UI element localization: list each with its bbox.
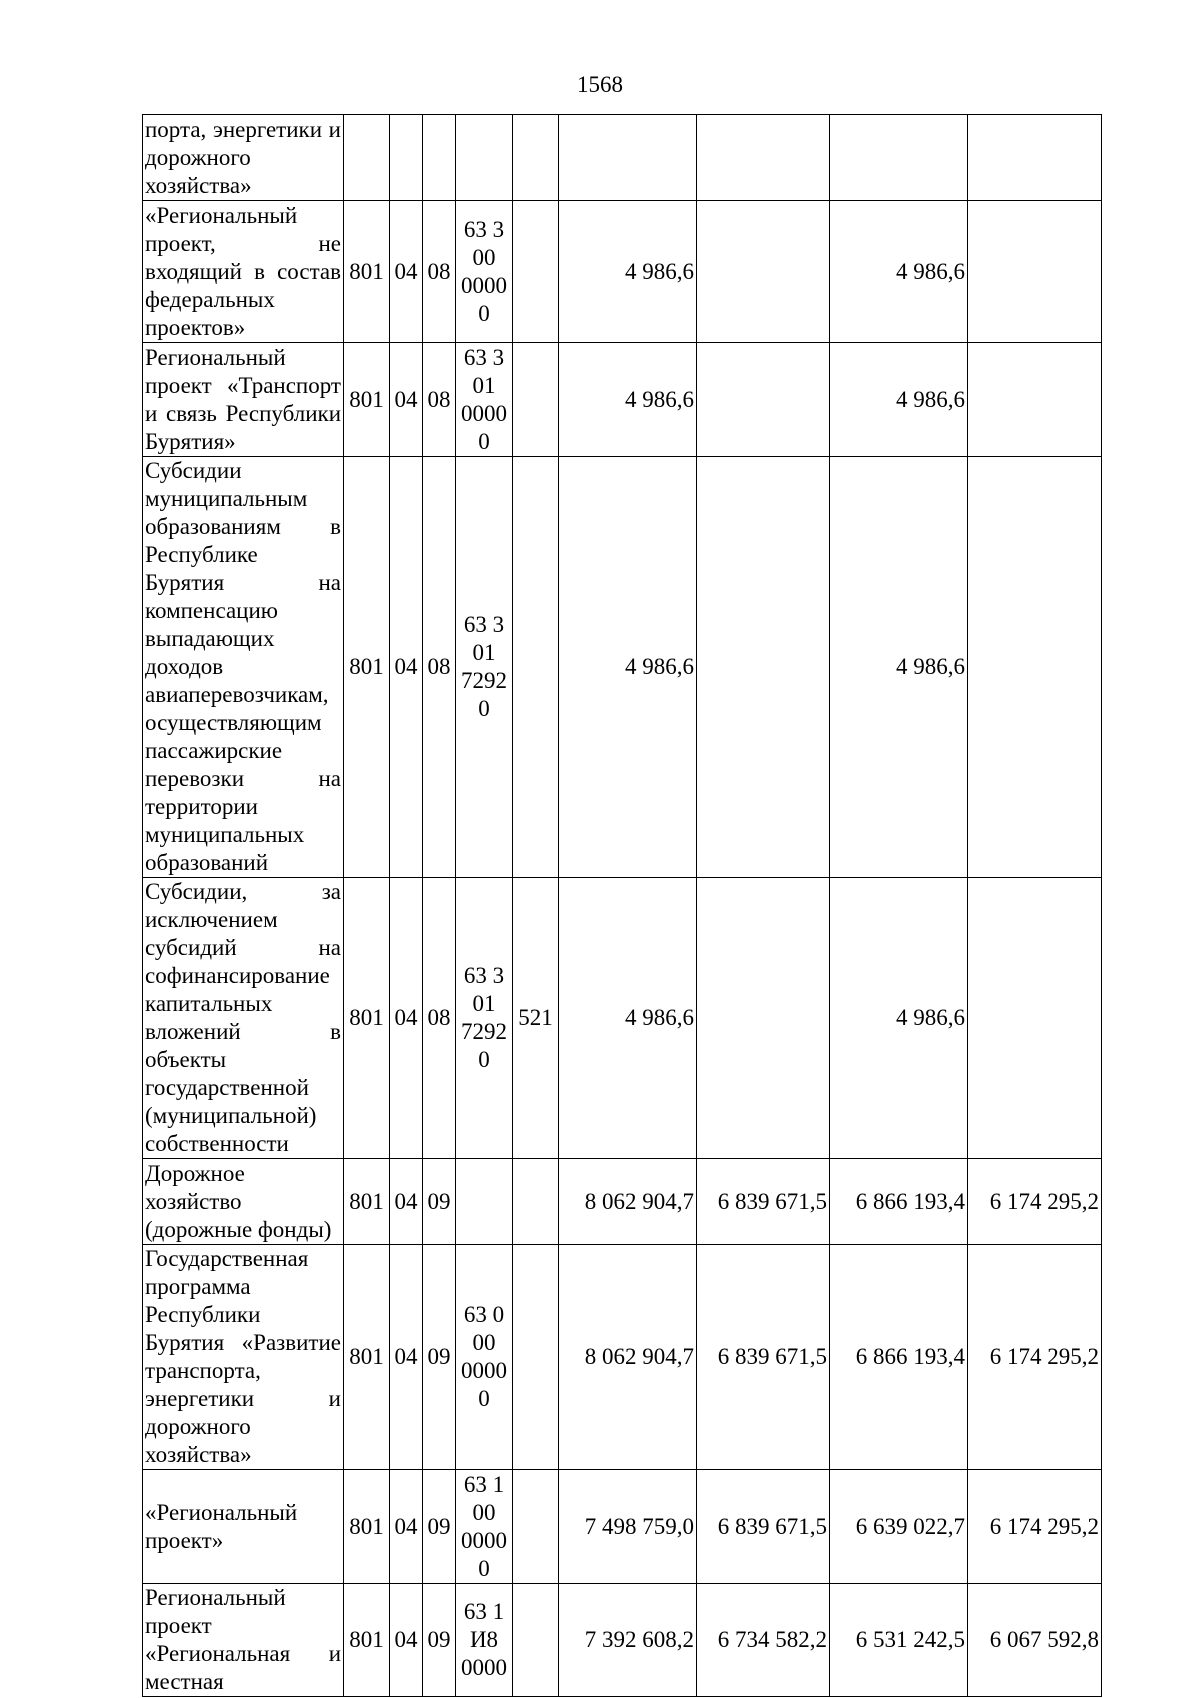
subsection-code-cell: 09 bbox=[423, 1470, 456, 1584]
row-name-cell: «Региональный проект» bbox=[143, 1470, 344, 1584]
amount-cell-4 bbox=[968, 457, 1102, 878]
expense-type-cell bbox=[513, 1584, 559, 1697]
section-code-cell: 04 bbox=[390, 1584, 423, 1697]
ved-code-cell: 801 bbox=[344, 1584, 390, 1697]
amount-cell-3: 6 639 022,7 bbox=[830, 1470, 968, 1584]
target-article-cell bbox=[456, 1159, 513, 1245]
amount-cell-4: 6 174 295,2 bbox=[968, 1245, 1102, 1470]
amount-cell-2: 6 839 671,5 bbox=[697, 1159, 830, 1245]
target-article-cell: 63 3 01 0000 0 bbox=[456, 343, 513, 457]
amount-cell-2 bbox=[697, 457, 830, 878]
expense-type-cell bbox=[513, 1245, 559, 1470]
subsection-code-cell: 08 bbox=[423, 457, 456, 878]
subsection-code-cell: 09 bbox=[423, 1159, 456, 1245]
row-name-cell: Субсидии муниципальным образованиям в Республике Бурятия на компенсацию выпадающих доходов авиаперевозчикам, осуществляющим пассажирские перевозки на территории муниципальных образований bbox=[143, 457, 344, 878]
amount-cell-1: 8 062 904,7 bbox=[559, 1159, 697, 1245]
ved-code-cell bbox=[344, 115, 390, 201]
ved-code-cell: 801 bbox=[344, 1159, 390, 1245]
expense-type-cell bbox=[513, 115, 559, 201]
amount-cell-3: 4 986,6 bbox=[830, 878, 968, 1159]
budget-table bbox=[142, 114, 1102, 1697]
target-article-cell: 63 1 И8 0000 bbox=[456, 1584, 513, 1697]
amount-cell-1: 7 392 608,2 bbox=[559, 1584, 697, 1697]
ved-code-cell: 801 bbox=[344, 201, 390, 343]
amount-cell-1: 4 986,6 bbox=[559, 878, 697, 1159]
amount-cell-2 bbox=[697, 878, 830, 1159]
amount-cell-2: 6 839 671,5 bbox=[697, 1470, 830, 1584]
amount-cell-4: 6 174 295,2 bbox=[968, 1470, 1102, 1584]
section-code-cell: 04 bbox=[390, 1470, 423, 1584]
amount-cell-1 bbox=[559, 115, 697, 201]
table-row bbox=[143, 457, 1102, 878]
table-row bbox=[143, 1470, 1102, 1584]
amount-cell-3: 4 986,6 bbox=[830, 201, 968, 343]
amount-cell-3 bbox=[830, 115, 968, 201]
amount-cell-2 bbox=[697, 343, 830, 457]
amount-cell-3: 4 986,6 bbox=[830, 343, 968, 457]
section-code-cell: 04 bbox=[390, 201, 423, 343]
amount-cell-2: 6 734 582,2 bbox=[697, 1584, 830, 1697]
amount-cell-4 bbox=[968, 343, 1102, 457]
amount-cell-1: 4 986,6 bbox=[559, 343, 697, 457]
table-row bbox=[143, 343, 1102, 457]
ved-code-cell: 801 bbox=[344, 1245, 390, 1470]
table-row bbox=[143, 115, 1102, 201]
amount-cell-2: 6 839 671,5 bbox=[697, 1245, 830, 1470]
target-article-cell: 63 3 00 0000 0 bbox=[456, 201, 513, 343]
row-name-cell: Субсидии, за исключением субсидий на софинансирование капитальных вложений в объекты государственной (муниципальной) собственности bbox=[143, 878, 344, 1159]
expense-type-cell bbox=[513, 457, 559, 878]
target-article-cell: 63 3 01 7292 0 bbox=[456, 878, 513, 1159]
expense-type-cell bbox=[513, 343, 559, 457]
amount-cell-1: 8 062 904,7 bbox=[559, 1245, 697, 1470]
subsection-code-cell: 08 bbox=[423, 201, 456, 343]
amount-cell-3: 6 531 242,5 bbox=[830, 1584, 968, 1697]
subsection-code-cell: 09 bbox=[423, 1245, 456, 1470]
amount-cell-3: 4 986,6 bbox=[830, 457, 968, 878]
ved-code-cell: 801 bbox=[344, 343, 390, 457]
section-code-cell: 04 bbox=[390, 1159, 423, 1245]
row-name-cell: Государственная программа Республики Бурятия «Развитие транспорта, энергетики и дорожного хозяйства» bbox=[143, 1245, 344, 1470]
amount-cell-2 bbox=[697, 201, 830, 343]
amount-cell-4: 6 067 592,8 bbox=[968, 1584, 1102, 1697]
ved-code-cell: 801 bbox=[344, 457, 390, 878]
section-code-cell: 04 bbox=[390, 1245, 423, 1470]
amount-cell-4 bbox=[968, 115, 1102, 201]
expense-type-cell bbox=[513, 1470, 559, 1584]
section-code-cell: 04 bbox=[390, 878, 423, 1159]
table-row bbox=[143, 201, 1102, 343]
row-name-cell: Дорожное хозяйство (дорожные фонды) bbox=[143, 1159, 344, 1245]
table-row bbox=[143, 1584, 1102, 1697]
amount-cell-1: 4 986,6 bbox=[559, 457, 697, 878]
amount-cell-1: 4 986,6 bbox=[559, 201, 697, 343]
row-name-cell: порта, энергетики и дорожного хозяйства» bbox=[143, 115, 344, 201]
subsection-code-cell bbox=[423, 115, 456, 201]
amount-cell-3: 6 866 193,4 bbox=[830, 1245, 968, 1470]
amount-cell-2 bbox=[697, 115, 830, 201]
page-number: 1568 bbox=[577, 72, 623, 97]
table-row bbox=[143, 878, 1102, 1159]
table-row bbox=[143, 1245, 1102, 1470]
ved-code-cell: 801 bbox=[344, 878, 390, 1159]
subsection-code-cell: 08 bbox=[423, 343, 456, 457]
expense-type-cell bbox=[513, 201, 559, 343]
table-row bbox=[143, 1159, 1102, 1245]
subsection-code-cell: 09 bbox=[423, 1584, 456, 1697]
amount-cell-3: 6 866 193,4 bbox=[830, 1159, 968, 1245]
target-article-cell: 63 1 00 0000 0 bbox=[456, 1470, 513, 1584]
row-name-cell: «Региональный проект, не входящий в состав федеральных проектов» bbox=[143, 201, 344, 343]
amount-cell-4: 6 174 295,2 bbox=[968, 1159, 1102, 1245]
target-article-cell: 63 0 00 0000 0 bbox=[456, 1245, 513, 1470]
section-code-cell bbox=[390, 115, 423, 201]
amount-cell-4 bbox=[968, 878, 1102, 1159]
target-article-cell: 63 3 01 7292 0 bbox=[456, 457, 513, 878]
row-name-cell: Региональный проект «Региональная и местная bbox=[143, 1584, 344, 1697]
expense-type-cell: 521 bbox=[513, 878, 559, 1159]
section-code-cell: 04 bbox=[390, 343, 423, 457]
expense-type-cell bbox=[513, 1159, 559, 1245]
subsection-code-cell: 08 bbox=[423, 878, 456, 1159]
section-code-cell: 04 bbox=[390, 457, 423, 878]
amount-cell-4 bbox=[968, 201, 1102, 343]
row-name-cell: Региональный проект «Транспорт и связь Республики Бурятия» bbox=[143, 343, 344, 457]
amount-cell-1: 7 498 759,0 bbox=[559, 1470, 697, 1584]
ved-code-cell: 801 bbox=[344, 1470, 390, 1584]
target-article-cell bbox=[456, 115, 513, 201]
